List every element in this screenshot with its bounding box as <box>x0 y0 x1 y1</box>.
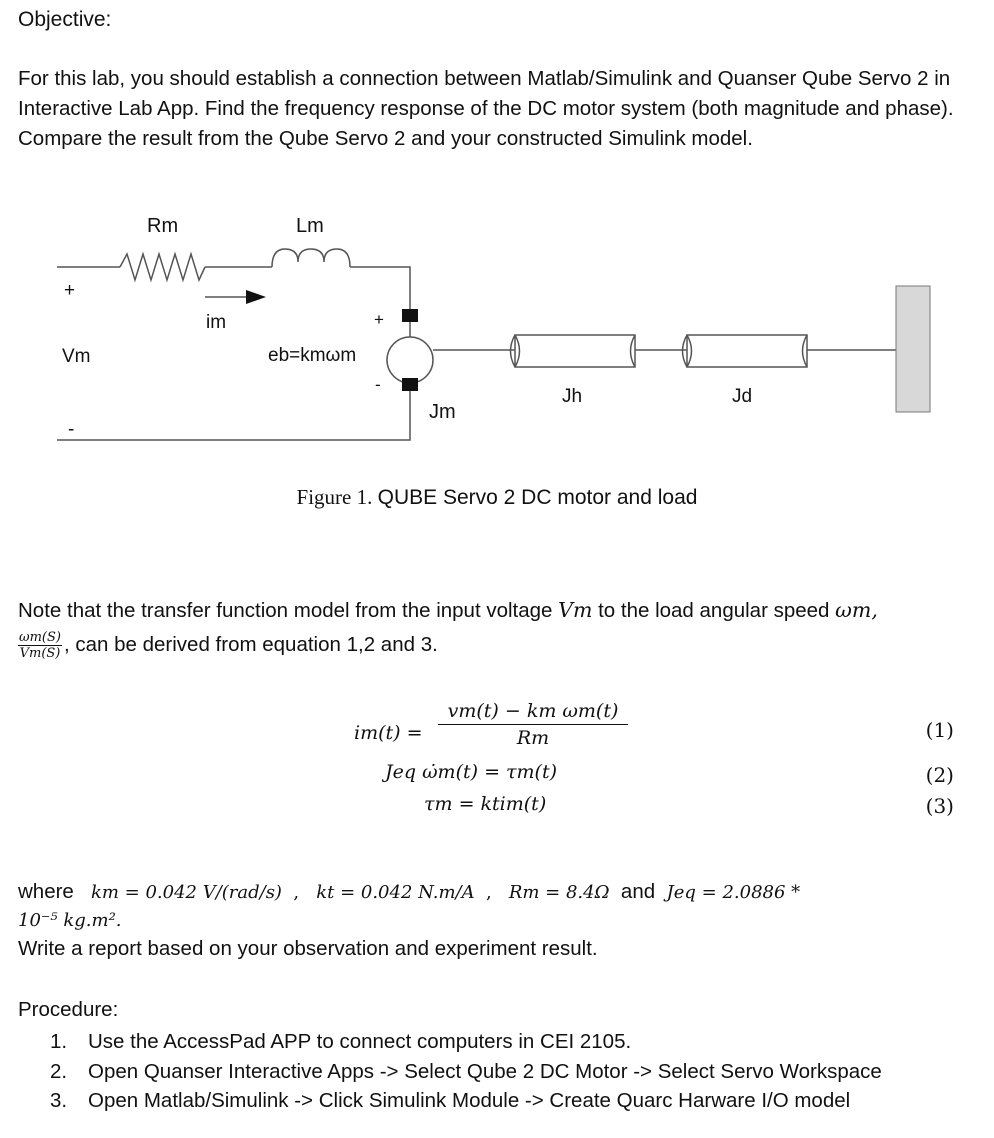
note-symbol-vm: Vm <box>558 598 593 622</box>
label-Jm: Jm <box>429 401 456 423</box>
procedure-item <box>50 1086 882 1116</box>
label-Jd: Jd <box>732 386 753 407</box>
param-kt: kt = 0.042 N.m/A <box>316 882 475 903</box>
label-Rm: Rm <box>147 215 179 237</box>
parameters-paragraph <box>18 878 978 963</box>
tf-numerator: ωm(S) <box>19 630 61 645</box>
eq1-denominator: Rm <box>516 727 550 749</box>
procedure-item-number: 2. <box>50 1059 68 1083</box>
note-symbol-wm: ωm, <box>835 598 878 622</box>
label-Vm: Vm <box>62 346 91 367</box>
fixed-wall <box>896 286 930 412</box>
motor-symbol <box>387 337 433 383</box>
figure-caption <box>0 485 994 510</box>
report-instruction: Write a report based on your observation and experiment result. <box>18 937 598 960</box>
tf-denominator: Vm(S) <box>19 646 61 661</box>
eq2-number: (2) <box>925 763 954 787</box>
inductor-symbol <box>272 249 350 267</box>
dc-motor-circuit-diagram <box>0 200 994 480</box>
procedure-item <box>50 1027 882 1057</box>
procedure-item-text: Open Quanser Interactive Apps -> Select Qube 2 DC Motor -> Select Servo Workspace <box>88 1059 882 1083</box>
procedure-item <box>50 1057 882 1087</box>
label-plus-motor: + <box>374 310 384 329</box>
objective-paragraph: For this lab, you should establish a connection between Matlab/Simulink and Quanser Qube Servo 2 in Interactive Lab App. Find the frequency response of the DC motor system (both magnitude and phase). Compare the result from the Qube Servo 2 and your constructed Simulink model. <box>18 67 954 150</box>
and-word: and <box>620 880 656 903</box>
wire-bottom <box>57 384 410 440</box>
objective-heading: Objective: <box>18 8 112 31</box>
eq1-fraction <box>438 700 628 749</box>
sep-1: , <box>293 882 300 903</box>
label-im: im <box>206 312 227 333</box>
param-km: km = 0.042 V/(rad/s) <box>90 882 282 903</box>
eq1-number: (1) <box>925 718 954 742</box>
current-arrow-head <box>246 290 266 304</box>
disc-cylinder <box>687 335 807 367</box>
eq3: τm = ktim(t) <box>424 793 547 815</box>
procedure-list <box>50 1027 882 1116</box>
label-back-emf: eb=kmωm <box>268 345 357 366</box>
transfer-function-line <box>18 630 438 661</box>
procedure-item-text: Open Matlab/Simulink -> Click Simulink Module -> Create Quarc Harware I/O model <box>88 1089 851 1112</box>
procedure-heading: Procedure: <box>18 998 119 1021</box>
label-minus-left: - <box>68 419 75 440</box>
label-Lm: Lm <box>296 215 324 237</box>
motor-terminal-positive <box>402 309 418 322</box>
sep-2: , <box>485 882 492 903</box>
motor-terminal-negative <box>402 378 418 391</box>
hub-cylinder <box>515 335 635 367</box>
procedure-item-number: 3. <box>50 1089 68 1112</box>
note-paragraph <box>18 596 993 625</box>
transfer-function-fraction <box>18 630 62 661</box>
parameters-line-1 <box>18 878 978 907</box>
eq1-numerator: vm(t) − km ωm(t) <box>438 700 628 725</box>
label-Jh: Jh <box>562 386 583 407</box>
where-word: where <box>18 880 74 903</box>
eq3-number: (3) <box>925 794 954 818</box>
param-Jeq-exponent: 10⁻⁵ kg.m². <box>18 910 122 931</box>
eq1-lhs: im(t) = <box>354 722 423 744</box>
note-text-b: to the load angular speed <box>592 599 836 622</box>
eq2: Jeq ω̇m(t) = τm(t) <box>385 761 558 783</box>
figure-caption-text: QUBE Servo 2 DC motor and load <box>377 486 698 509</box>
label-minus-motor: - <box>375 375 381 394</box>
note-text-a: Note that the transfer function model from the input voltage <box>18 599 559 622</box>
note-text-c: , can be derived from equation 1,2 and 3. <box>63 632 438 656</box>
param-Rm: Rm = 8.4Ω <box>508 882 610 903</box>
procedure-item-text: Use the AccessPad APP to connect computers in CEI 2105. <box>88 1030 632 1053</box>
param-Jeq: Jeq = 2.0886 * <box>666 882 801 903</box>
label-plus-left: + <box>64 280 76 301</box>
figure-caption-prefix: Figure 1. <box>296 485 373 509</box>
procedure-item-number: 1. <box>50 1030 68 1053</box>
resistor-symbol <box>120 254 205 280</box>
